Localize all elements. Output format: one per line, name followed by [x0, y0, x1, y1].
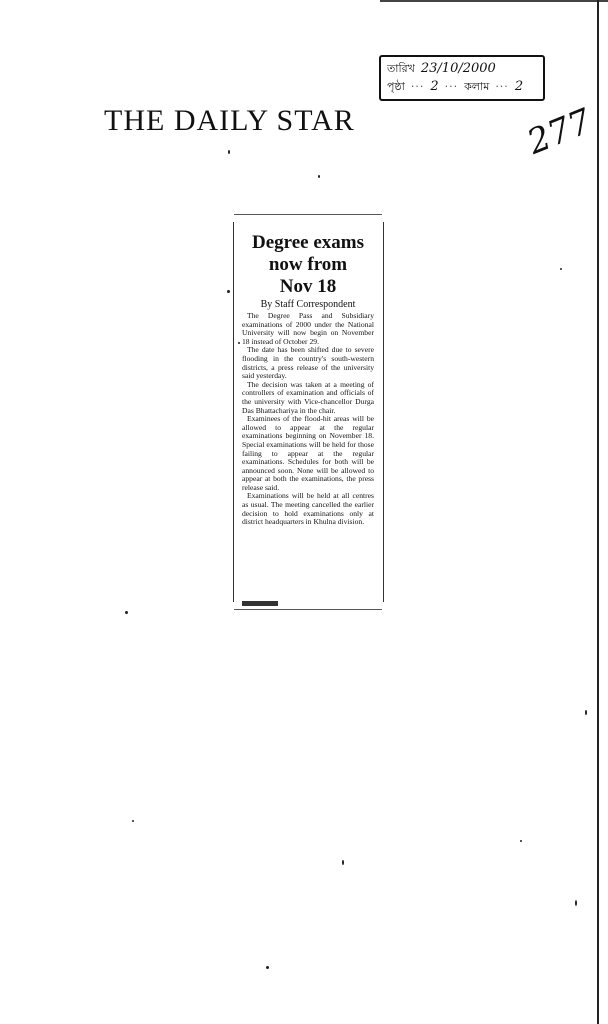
- scan-speck: [266, 966, 269, 969]
- stamp-dots: ···: [410, 80, 425, 93]
- scan-speck: [342, 860, 344, 865]
- stamp-dots: ···: [444, 80, 459, 93]
- stamp-page-label: পৃষ্ঠা: [387, 80, 405, 93]
- stamp-date-value: 23/10/2000: [420, 61, 496, 76]
- article-paragraph: Examinees of the flood-hit areas will be allowed to appear at the regular examinations beginning on November 18. Special examinations will be held for those failing to appear at the regular examinations. Schedules for both will be announced soon. None will be allowed to appear at both the examinations, the press release said.: [242, 414, 374, 492]
- headline-line: Degree exams: [251, 232, 364, 253]
- scan-speck: [228, 150, 230, 154]
- scan-speck: [575, 900, 577, 906]
- scan-speck: [132, 820, 134, 822]
- article-paragraph: The decision was taken at a meeting of controllers of examination and officials of the university with Vice-chancellor Durga Das Bhattachariya in the chair.: [242, 379, 374, 415]
- clipping-left-edge: [233, 222, 234, 602]
- scan-speck: [585, 710, 587, 715]
- scan-right-edge: [597, 0, 599, 1024]
- article-headline: [236, 232, 380, 298]
- scan-speck: [125, 611, 128, 614]
- handwritten-folio-number: 277: [521, 101, 598, 163]
- scan-speck: [238, 342, 240, 344]
- stamp-column-label: কলাম: [464, 80, 490, 93]
- article-paragraph: The Degree Pass and Subsidiary examinations of 2000 under the National University will now begin on November 18 instead of October 29.: [242, 311, 374, 346]
- article-byline: By Staff Correspondent: [260, 299, 356, 310]
- stamp-dots: ···: [495, 80, 509, 93]
- scan-speck: [560, 268, 562, 270]
- article-paragraph: The date has been shifted due to severe flooding in the country's south-western districts, a press release of the university said yesterday.: [242, 345, 374, 381]
- archive-stamp: [379, 55, 545, 101]
- clipping-cutoff-text: [242, 601, 278, 606]
- stamp-page-value: 2: [430, 79, 439, 94]
- scan-speck: [318, 175, 320, 178]
- stamp-column-value: 2: [514, 79, 524, 94]
- article-body: [242, 312, 374, 527]
- scan-speck: [227, 290, 230, 293]
- headline-line: now from: [268, 254, 348, 275]
- article-paragraph: Examinations will be held at all centres as usual. The meeting cancelled the earlier decision to hold examinations only at district headquarters in Khulna division.: [242, 491, 374, 527]
- clipping-right-edge: [383, 222, 384, 602]
- newspaper-masthead: THE DAILY STAR: [104, 104, 355, 137]
- stamp-date-row: [387, 60, 537, 78]
- stamp-date-label: তারিখ: [387, 62, 415, 75]
- headline-line: Nov 18: [279, 276, 337, 297]
- scan-speck: [520, 840, 522, 842]
- stamp-page-row: [387, 78, 537, 96]
- scan-top-edge: [380, 0, 608, 2]
